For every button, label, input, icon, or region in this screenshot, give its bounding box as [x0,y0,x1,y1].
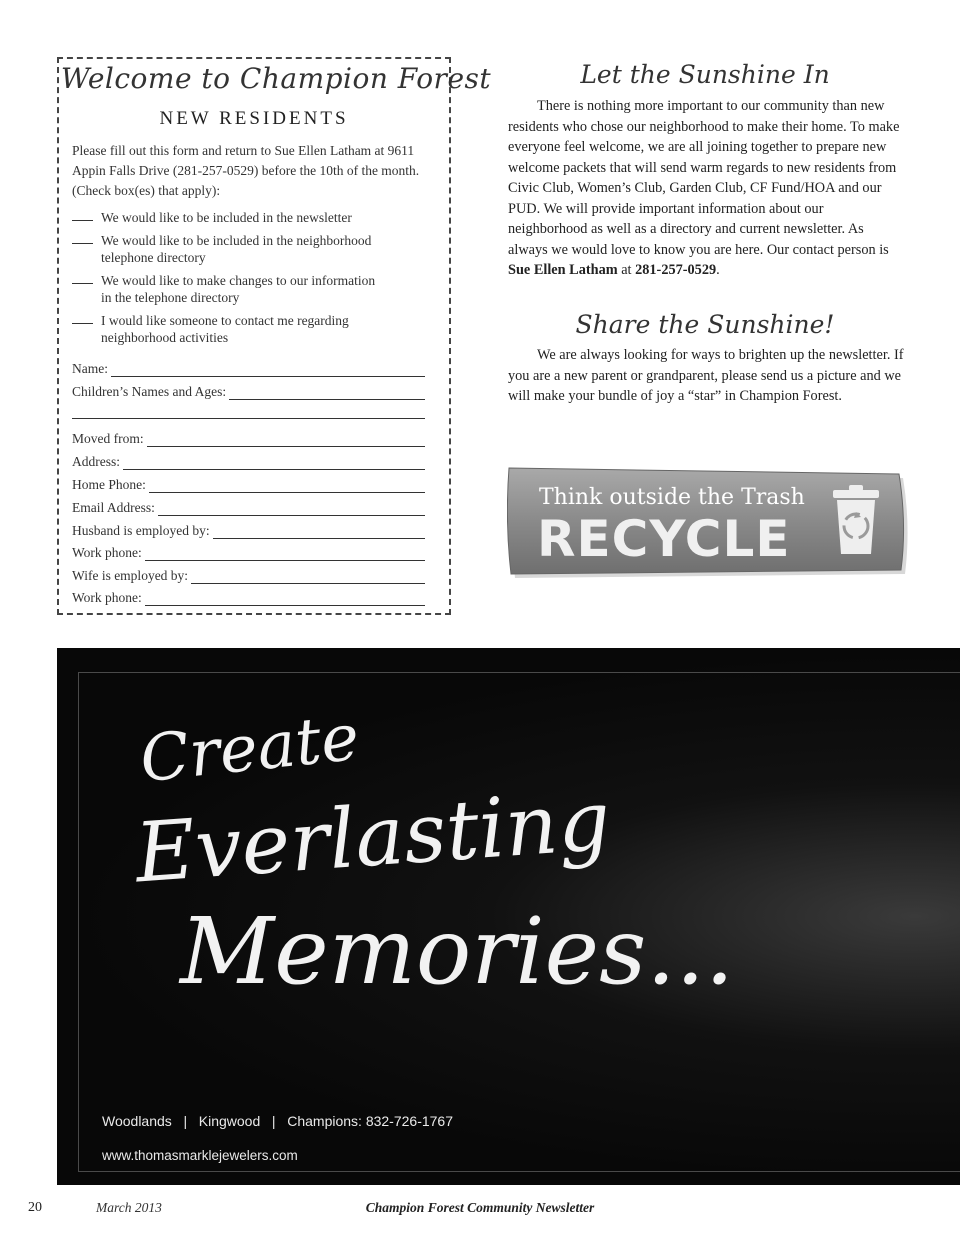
banner-tagline: Think outside the Trash [539,485,805,510]
field-label: Moved from: [72,431,144,446]
page-number: 20 [28,1200,42,1215]
field-label: Home Phone: [72,477,146,492]
ad-website-link[interactable]: www.thomasmarklejewelers.com [102,1148,298,1163]
husband-work-phone-field[interactable] [72,539,425,561]
children-field-extra-line[interactable] [72,418,425,419]
ad-headline-memories: Memories... [180,898,735,1005]
form-instructions: Please fill out this form and return to Sue Ellen Latham at 9611 Appin Falls Drive (281-257-0529) before the 10th of the month. (Check box(es) that apply): [72,143,420,198]
wife-employer-field[interactable] [72,562,425,584]
contact-phone: 281-257-0529 [635,262,717,278]
checkbox-label: We would like to make changes to our information in the telephone directory [101,273,376,305]
moved-from-field[interactable] [72,425,425,447]
field-label: Children’s Names and Ages: [72,384,227,399]
check-blank[interactable] [72,220,93,221]
field-label: Work phone: [72,545,142,560]
husband-employer-field[interactable] [72,517,425,539]
publication-title: Champion Forest Community Newsletter [365,1200,595,1215]
checkbox-label: I would like someone to contact me regarding neighborhood activities [101,313,349,345]
field-label: Wife is employed by: [72,568,189,583]
field-label: Name: [72,361,108,376]
checkbox-label: We would like to be included in the neighborhood telephone directory [101,233,372,265]
issue-date: March 2013 [96,1200,162,1215]
ad-headline-everlasting: Everlasting [132,773,614,902]
children-field[interactable] [72,378,425,400]
ad-locations: Woodlands | Kingwood | Champions: 832-726-1767 [102,1113,454,1129]
name-field[interactable] [72,355,425,377]
share-sunshine-heading: Share the Sunshine! [575,310,835,339]
banner-word: RECYCLE [537,510,791,568]
check-blank[interactable] [72,243,93,244]
field-label: Work phone: [72,590,142,605]
check-blank[interactable] [72,283,93,284]
form-subtitle: NEW RESIDENTS [159,108,349,129]
contact-name: Sue Ellen Latham [508,262,618,278]
share-sunshine-text: We are always looking for ways to brighten up the newsletter. If you are a new parent or grandparent, please send us a picture and we will make your bundle of joy a “star” in Champion Forest. [508,347,904,404]
field-label: Address: [72,454,120,469]
checkbox-label: We would like to be included in the newsletter [101,210,352,225]
sunshine-in-text: There is nothing more important to our community than new residents who chose our neighborhood to make their home. To make everyone feel welcome, we are all joining together to prepare new welcome packets that will send warm regards to new residents from Civic Club, Women’s Club, Garden Club, CF Fund/HOA and our PUD. We will provide important information about our neighborhood as well as a directory and current newsletter. As always we would love to know you are here. Our contact person is Sue Ellen Latham at 281-257-0529. [508,98,900,278]
check-blank[interactable] [72,323,93,324]
home-phone-field[interactable] [72,471,425,493]
field-label: Husband is employed by: [72,523,210,538]
ad-headline-create: Create [136,700,363,798]
field-label: Email Address: [72,500,155,515]
form-title: Welcome to Champion Forest [60,62,492,95]
email-field[interactable] [72,494,425,516]
sunshine-in-heading: Let the Sunshine In [580,60,830,89]
wife-work-phone-field[interactable] [72,584,425,606]
recycle-banner [507,466,915,584]
address-field[interactable] [72,448,425,470]
